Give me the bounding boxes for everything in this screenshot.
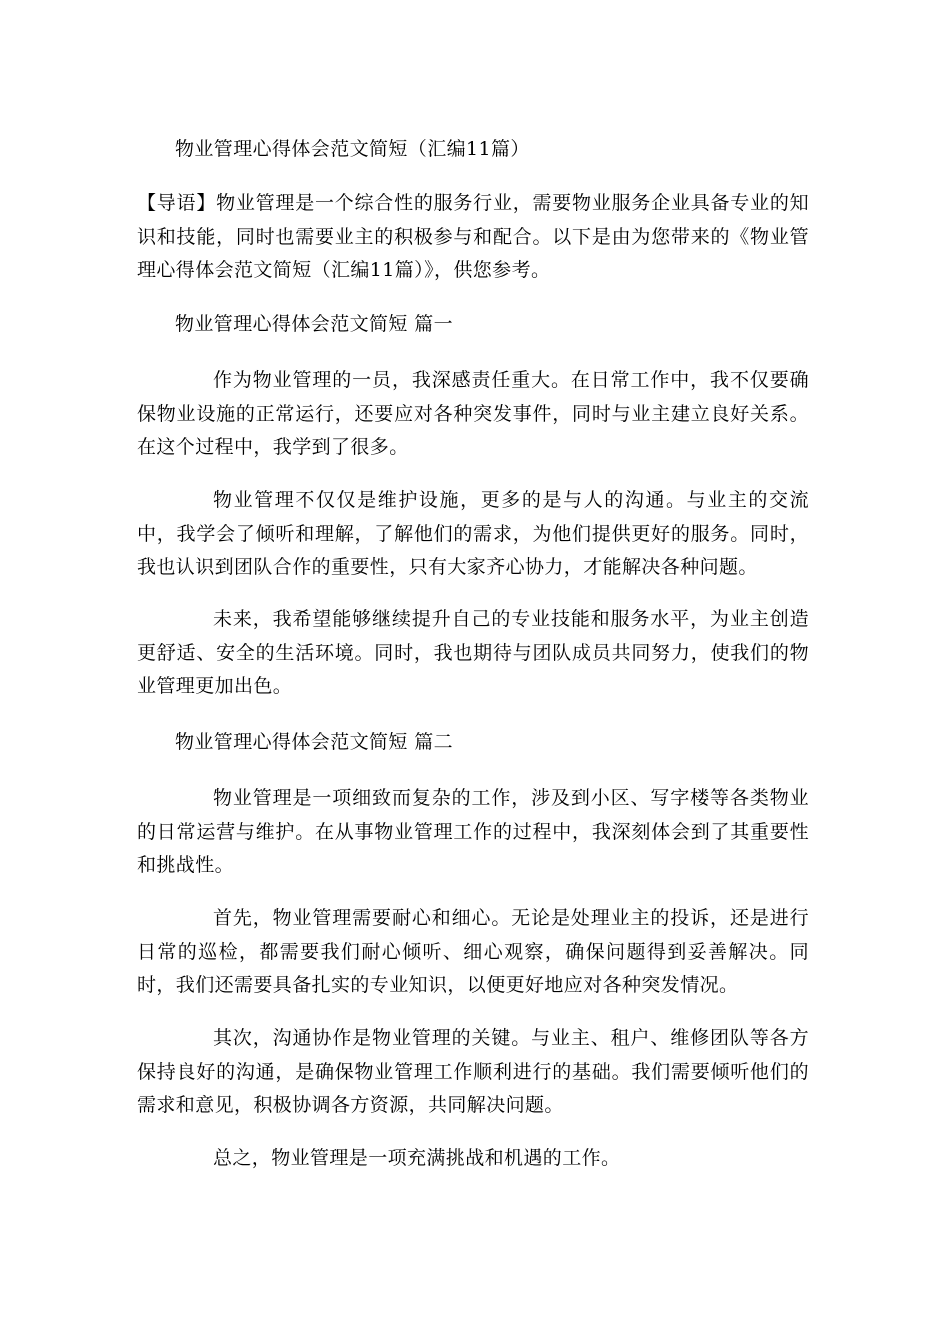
section-2-paragraph-3: 其次，沟通协作是物业管理的关键。与业主、租户、维修团队等各方保持良好的沟通，是确保物业管理工作顺利进行的基础。我们需要倾听他们的需求和意见，积极协调各方资源，共同解决问题。 [137, 1027, 809, 1116]
section-1-paragraph-2: 物业管理不仅仅是维护设施，更多的是与人的沟通。与业主的交流中，我学会了倾听和理解，了解他们的需求，为他们提供更好的服务。同时，我也认识到团队合作的重要性，只有大家齐心协力，才能解决各种问题。 [137, 489, 809, 578]
section-1-paragraph-1: 作为物业管理的一员，我深感责任重大。在日常工作中，我不仅要确保物业设施的正常运行，还要应对各种突发事件，同时与业主建立良好关系。在这个过程中，我学到了很多。 [137, 369, 809, 458]
section-1-paragraph-3: 未来，我希望能够继续提升自己的专业技能和服务水平，为业主创造更舒适、安全的生活环境。同时，我也期待与团队成员共同努力，使我们的物业管理更加出色。 [137, 608, 809, 697]
section-2-paragraph-1: 物业管理是一项细致而复杂的工作，涉及到小区、写字楼等各类物业的日常运营与维护。在从事物业管理工作的过程中，我深刻体会到了其重要性和挑战性。 [137, 787, 809, 876]
section-2-paragraph-2: 首先，物业管理需要耐心和细心。无论是处理业主的投诉，还是进行日常的巡检，都需要我们耐心倾听、细心观察，确保问题得到妥善解决。同时，我们还需要具备扎实的专业知识，以便更好地应对各种突发情况。 [137, 907, 809, 996]
document-title: 物业管理心得体会范文简短（汇编11篇） [175, 138, 530, 160]
section-2-paragraph-4: 总之，物业管理是一项充满挑战和机遇的工作。 [213, 1147, 621, 1169]
intro-paragraph: 【导语】物业管理是一个综合性的服务行业，需要物业服务企业具备专业的知识和技能，同时也需要业主的积极参与和配合。以下是由为您带来的《物业管理心得体会范文简短（汇编11篇）》，供您参考。 [137, 192, 809, 281]
section-heading-2: 物业管理心得体会范文简短 篇二 [175, 731, 454, 753]
section-heading-1: 物业管理心得体会范文简短 篇一 [175, 313, 454, 335]
